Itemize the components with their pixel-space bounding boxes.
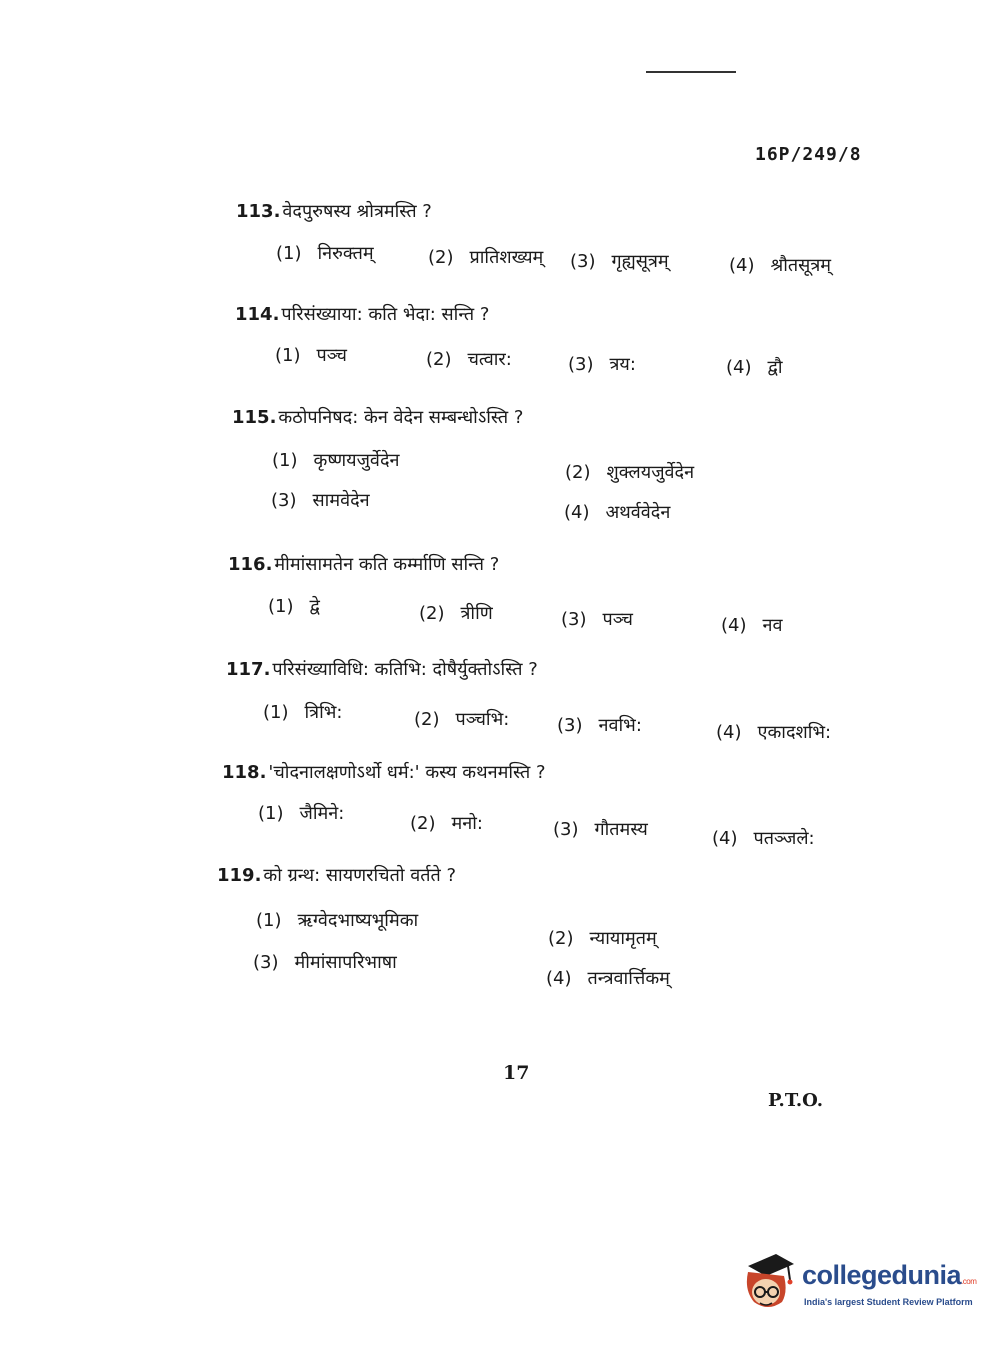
- option-number: (1): [258, 803, 284, 824]
- option-text: त्रिभि:: [304, 702, 343, 723]
- option-number: (3): [557, 715, 583, 736]
- brand-suffix: .com: [961, 1277, 977, 1286]
- question-number: 118.: [222, 762, 267, 783]
- option-number: (4): [712, 828, 738, 849]
- option-text: पञ्चभि:: [455, 709, 510, 730]
- option-text: तन्त्रवार्त्तिकम्: [587, 968, 670, 989]
- option-text: ऋग्वेदभाष्यभूमिका: [297, 910, 419, 931]
- option: [258, 801, 344, 825]
- option-number: (2): [428, 247, 454, 268]
- option: [712, 826, 815, 850]
- question-number: 114.: [235, 304, 280, 325]
- option-text: प्रातिशख्यम्: [469, 247, 544, 268]
- question-stem: परिसंख्याविधि: कतिभि: दोषैर्युक्तोऽस्ति ?: [272, 659, 538, 680]
- option: [570, 249, 669, 273]
- option: [548, 926, 657, 950]
- option: [271, 488, 370, 512]
- option-number: (4): [546, 968, 572, 989]
- option-number: (1): [272, 450, 298, 471]
- pto-label: P.T.O.: [768, 1090, 824, 1111]
- question-stem: कठोपनिषद: केन वेदेन सम्बन्धोऽस्ति ?: [278, 407, 524, 428]
- option: [272, 448, 400, 472]
- option: [729, 253, 831, 277]
- option-text: नव: [762, 615, 783, 636]
- option-number: (4): [729, 255, 755, 276]
- option-text: निरुक्तम्: [317, 243, 374, 264]
- option-text: नवभि:: [598, 715, 642, 736]
- option-number: (4): [564, 502, 590, 523]
- option-number: (2): [414, 709, 440, 730]
- option: [428, 245, 543, 269]
- mascot-icon: [742, 1252, 798, 1312]
- option-number: (2): [410, 813, 436, 834]
- option-text: मीमांसापरिभाषा: [294, 952, 397, 973]
- question-text: [228, 552, 499, 576]
- top-rule: [646, 71, 736, 73]
- option-number: (4): [716, 722, 742, 743]
- question-stem: को ग्रन्थ: सायणरचितो वर्तते ?: [263, 865, 457, 886]
- option-text: त्रय:: [609, 354, 636, 375]
- option-text: द्वे: [309, 596, 320, 617]
- option-text: न्यायामृतम्: [589, 928, 657, 949]
- option: [564, 500, 670, 524]
- brand-name: [802, 1260, 976, 1291]
- question-number: 119.: [217, 865, 262, 886]
- question-number: 117.: [226, 659, 271, 680]
- question-text: [235, 302, 489, 326]
- option-text: सामवेदेन: [312, 490, 370, 511]
- option: [426, 347, 512, 371]
- option-text: द्वौ: [767, 357, 783, 378]
- option-number: (3): [553, 819, 579, 840]
- option-number: (1): [276, 243, 302, 264]
- option: [726, 355, 783, 379]
- option-number: (2): [419, 603, 445, 624]
- option-text: त्रीणि: [460, 603, 493, 624]
- option-number: (4): [721, 615, 747, 636]
- option-text: शुक्लयजुर्वेदेन: [606, 462, 695, 483]
- option: [721, 613, 783, 637]
- question-number: 113.: [236, 201, 281, 222]
- question-number: 115.: [232, 407, 277, 428]
- option-number: (1): [263, 702, 289, 723]
- option-number: (4): [726, 357, 752, 378]
- question-stem: 'चोदनालक्षणोऽर्थो धर्म:' कस्य कथनमस्ति ?: [268, 762, 546, 783]
- option-number: (3): [271, 490, 297, 511]
- option: [716, 720, 831, 744]
- option: [268, 594, 320, 618]
- option-number: (2): [565, 462, 591, 483]
- option-text: गौतमस्य: [594, 819, 648, 840]
- option-number: (1): [268, 596, 294, 617]
- question-number: 116.: [228, 554, 273, 575]
- question-text: [236, 199, 432, 223]
- question-text: [232, 405, 523, 429]
- brand-tagline: India's largest Student Review Platform: [804, 1297, 973, 1307]
- option-text: अथर्ववेदेन: [605, 502, 671, 523]
- option: [568, 352, 636, 376]
- option: [561, 607, 633, 631]
- option-text: श्रौतसूत्रम्: [770, 255, 832, 276]
- option: [419, 601, 493, 625]
- paper-code: 16P/249/8: [755, 144, 862, 165]
- option-number: (3): [561, 609, 587, 630]
- question-text: [222, 760, 546, 784]
- brand-name-text: collegedunia: [802, 1260, 962, 1290]
- option-text: पतञ्जले:: [753, 828, 815, 849]
- question-stem: मीमांसामतेन कति कर्म्माणि सन्ति ?: [274, 554, 500, 575]
- option: [263, 700, 342, 724]
- option-text: चत्वार:: [467, 349, 512, 370]
- option: [256, 908, 418, 932]
- option: [546, 966, 670, 990]
- option-number: (1): [256, 910, 282, 931]
- option: [557, 713, 642, 737]
- option-number: (2): [548, 928, 574, 949]
- question-text: [226, 657, 538, 681]
- option: [414, 707, 509, 731]
- option: [410, 811, 483, 835]
- option: [275, 343, 347, 367]
- question-text: [217, 863, 456, 887]
- option-text: मनो:: [451, 813, 483, 834]
- collegedunia-watermark: [742, 1248, 977, 1318]
- option: [565, 460, 694, 484]
- option-text: पञ्च: [316, 345, 347, 366]
- option: [553, 817, 648, 841]
- option-number: (2): [426, 349, 452, 370]
- option-text: गृह्यसूत्रम्: [611, 251, 669, 272]
- option-text: जैमिने:: [299, 803, 345, 824]
- option-text: पञ्च: [602, 609, 633, 630]
- option-number: (3): [568, 354, 594, 375]
- page-number: 17: [503, 1062, 530, 1084]
- option-text: एकादशभि:: [757, 722, 832, 743]
- question-stem: परिसंख्याया: कति भेदा: सन्ति ?: [281, 304, 490, 325]
- option-number: (3): [253, 952, 279, 973]
- option: [253, 950, 397, 974]
- question-stem: वेदपुरुषस्य श्रोत्रमस्ति ?: [282, 201, 432, 222]
- option-number: (1): [275, 345, 301, 366]
- option: [276, 241, 374, 265]
- option-text: कृष्णयजुर्वेदेन: [313, 450, 400, 471]
- option-number: (3): [570, 251, 596, 272]
